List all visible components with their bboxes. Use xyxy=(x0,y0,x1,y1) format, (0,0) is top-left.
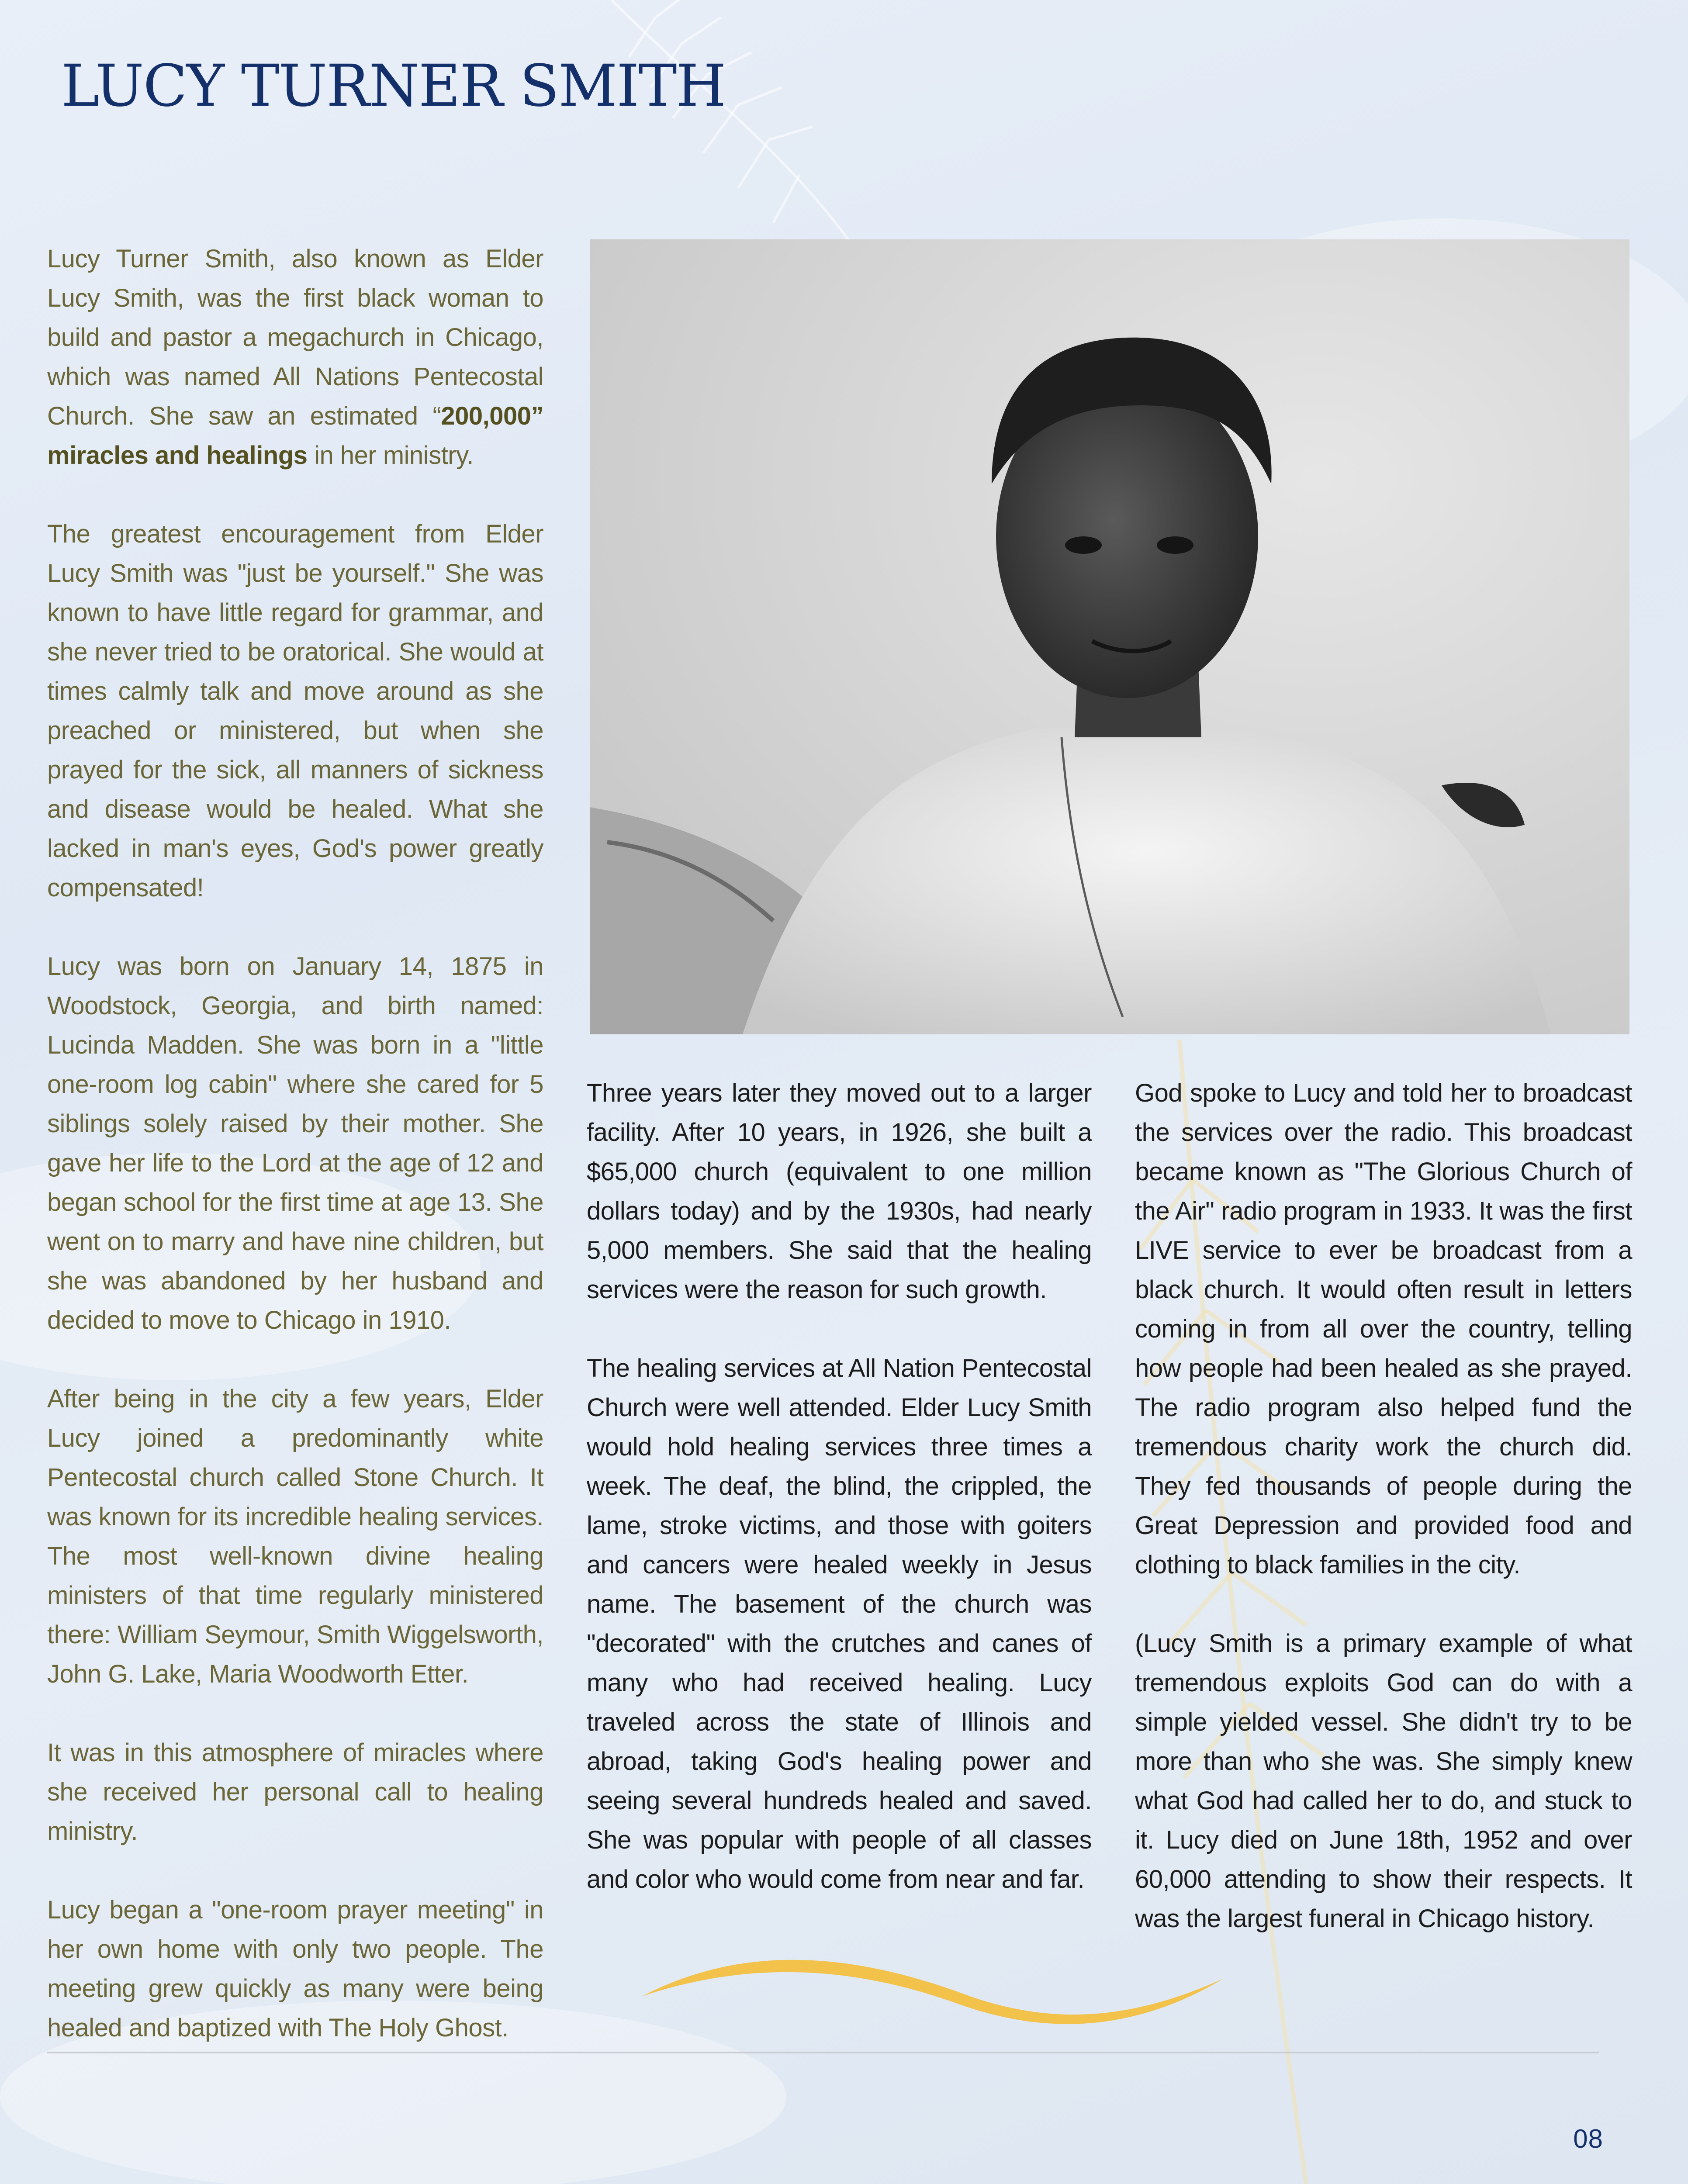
calling-paragraph: It was in this atmosphere of miracles where she received her personal call to healing ministry. xyxy=(47,1738,543,1845)
portrait-photo xyxy=(590,239,1629,1034)
middle-column xyxy=(587,1074,1092,1899)
intro-text-end: in her ministry. xyxy=(307,441,474,470)
page-title: LUCY TURNER SMITH xyxy=(61,52,726,120)
right-column xyxy=(1135,1074,1632,1939)
healing-services-paragraph: The healing services at All Nation Pentecostal Church were well attended. Elder Lucy Smith would hold healing services three times a week. The deaf, the blind, the crippled, the lame, stroke victims, and those with goiters and cancers were healed weekly in Jesus name. The basement of the church was "decorated" with the crutches and canes of many who had received healing. Lucy traveled across the state of Illinois and abroad, taking God's healing power and seeing several hundreds healed and saved. She was popular with people of all classes and color who would come from near and far. xyxy=(587,1354,1092,1894)
prayer-meeting-paragraph: Lucy began a "one-room prayer meeting" in her own home with only two people. The meeting grew quickly as many were being healed and baptized with The Holy Ghost. xyxy=(47,1896,543,2042)
portrait-icon xyxy=(590,239,1629,1034)
intro-paragraph xyxy=(47,239,543,475)
encouragement-paragraph: The greatest encouragement from Elder Lucy Smith was "just be yourself." She was known to have little regard for grammar, and she never tried to be oratorical. She would at times calmly talk and move around as she preached or ministered, but when she prayed for the sick, all manners of sickness and disease would be healed. What she lacked in man's eyes, God's power greatly compensated! xyxy=(47,520,543,902)
intro-text-start: Lucy Turner Smith, also known as Elder Lucy Smith, was the first black woman to build and pastor a megachurch in Chicago, which was named All Nations Pentecostal Church. She saw an estimated “ xyxy=(47,245,543,430)
legacy-paragraph: (Lucy Smith is a primary example of what tremendous exploits God can do with a simple yielded vessel. She didn't try to be more than who she was. She simply knew what God had called her to do, and stuck to it. Lucy died on June 18th, 1952 and over 60,000 attending to show their respects. It was the largest funeral in Chicago history. xyxy=(1135,1629,1632,1933)
gold-swoosh-decoration xyxy=(638,1944,1232,2027)
left-column xyxy=(47,239,543,2048)
birth-paragraph: Lucy was born on January 14, 1875 in Woodstock, Georgia, and birth named: Lucinda Madden. She was born in a "little one-room log cabin" where she cared for 5 siblings solely raised by their mother. She gave her life to the Lord at the age of 12 and began school for the first time at age 13. She went on to marry and have nine children, but she was abandoned by her husband and decided to move to Chicago in 1910. xyxy=(47,952,543,1334)
stone-church-paragraph: After being in the city a few years, Elder Lucy joined a predominantly white Pentecostal church called Stone Church. It was known for its incredible healing services. The most well-known divine healing ministers of that time regularly ministered there: William Seymour, Smith Wiggelsworth, John G. Lake, Maria Woodworth Etter. xyxy=(47,1385,543,1688)
footer-divider xyxy=(47,2052,1599,2053)
miracles-highlight: 200,000” miracles and healings xyxy=(47,402,543,470)
radio-paragraph: God spoke to Lucy and told her to broadcast the services over the radio. This broadcast became known as "The Glorious Church of the Air" radio program in 1933. It was the first LIVE service to ever be broadcast from a black church. It would often result in letters coming in from all over the country, telling how people had been healed as she prayed. The radio program also helped fund the tremendous charity work the church did. They fed thousands of people during the Great Depression and provided food and clothing to black families in the city. xyxy=(1135,1079,1632,1579)
growth-paragraph: Three years later they moved out to a larger facility. After 10 years, in 1926, she built a $65,000 church (equivalent to one million dollars today) and by the 1930s, had nearly 5,000 members. She said that the healing services were the reason for such growth. xyxy=(587,1079,1092,1304)
page-number: 08 xyxy=(1573,2124,1603,2153)
